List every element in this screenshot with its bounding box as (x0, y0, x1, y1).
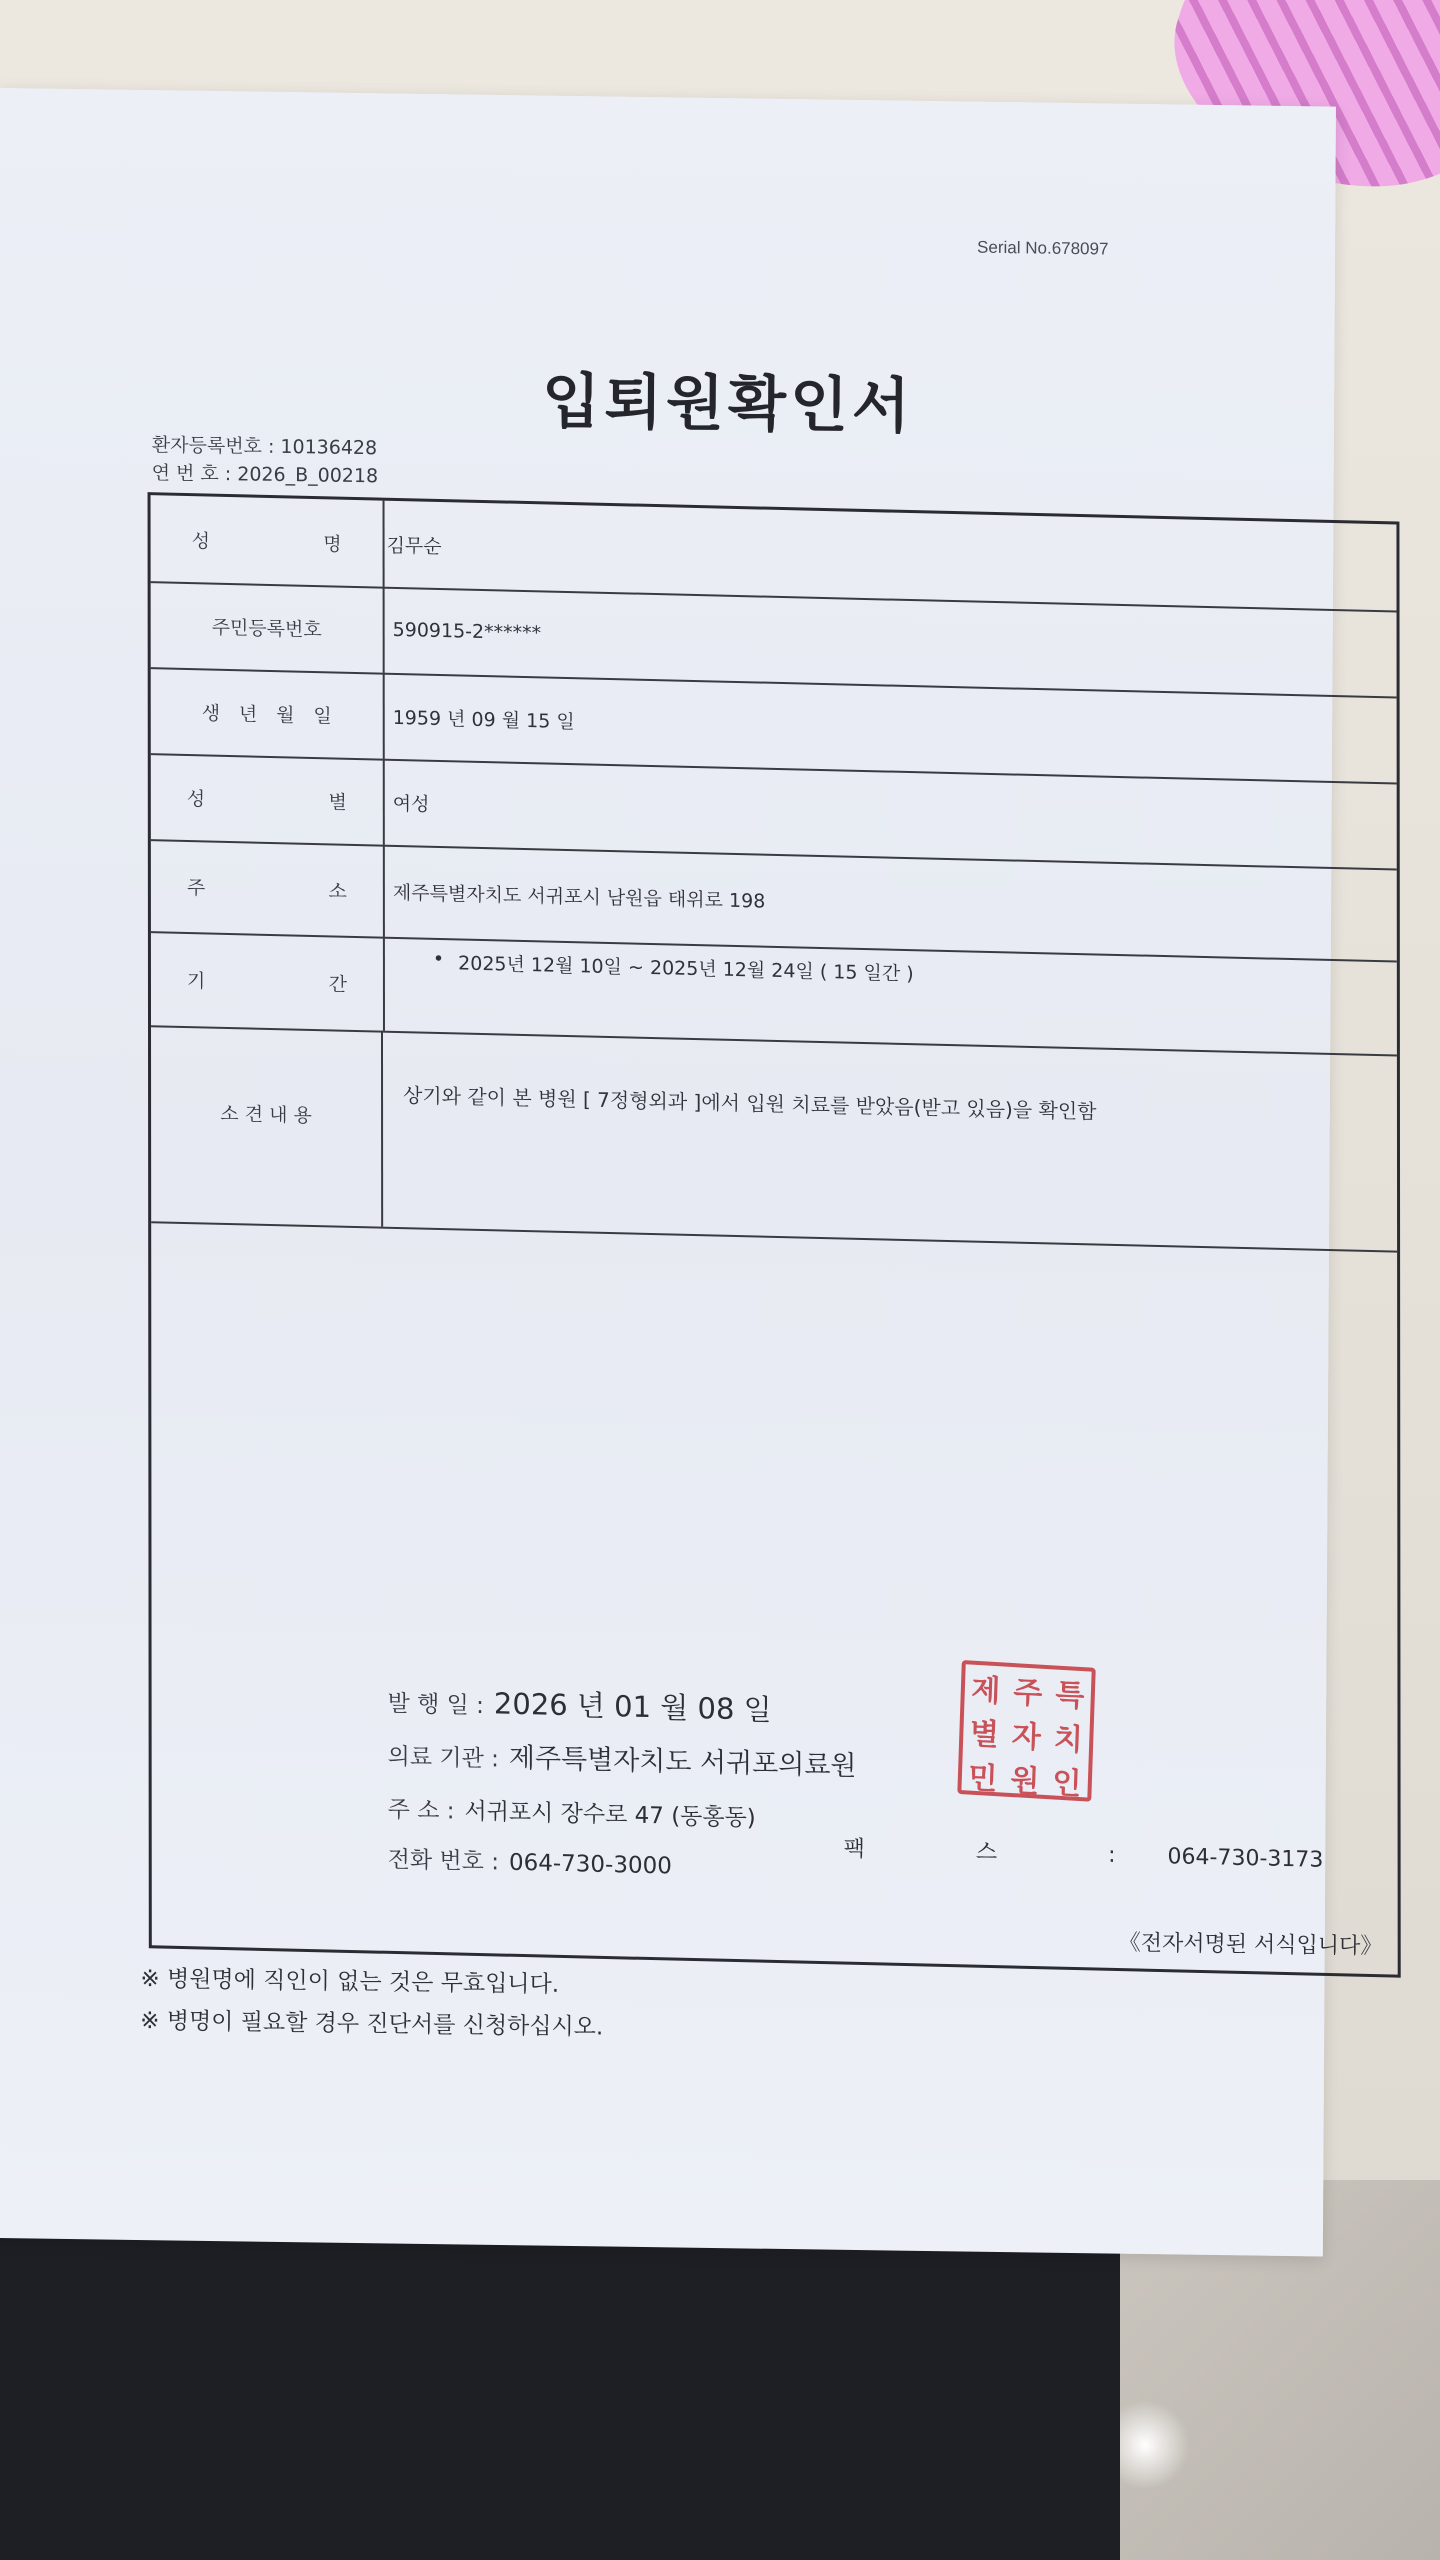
electronic-signature-note: 《전자서명된 서식입니다》 (1118, 1930, 1383, 1960)
document-serial-number: 연 번 호 : 2026_B_00218 (151, 462, 379, 488)
institution-phone: 전화 번호 : 064-730-3000 (387, 1846, 672, 1880)
row-label: 주민등록번호 (151, 581, 385, 673)
issue-date: 발 행 일 : 2026 년 01 월 08 일 (387, 1686, 772, 1727)
row-label: 소 견 내 용 (151, 1025, 383, 1226)
row-label: 성 별 (151, 753, 385, 845)
certificate-paper (0, 88, 1383, 2257)
institution-address: 주 소 : 서귀포시 장수로 47 (동홍동) (387, 1796, 756, 1832)
patient-name: 김무순 (386, 534, 442, 558)
medical-institution: 의료 기관 : 제주특별자치도 서귀포의료원 (387, 1742, 857, 1782)
admission-period (393, 937, 914, 1043)
resident-number: 590915-2****** (392, 618, 542, 645)
validity-note: ※ 병원명에 직인이 없는 것은 무효입니다. (140, 1965, 560, 1998)
sex: 여성 (392, 792, 430, 816)
address: 제주특별자치도 서귀포시 남원읍 태위로 198 (392, 881, 766, 913)
serial-number: Serial No.678097 (977, 237, 1109, 259)
document-title: 입퇴원확인서 (541, 366, 915, 442)
patient-registration-number: 환자등록번호 : 10136428 (151, 434, 378, 460)
remarks: 상기와 같이 본 병원 [ 7정형외과 ]에서 입원 치료를 받았음(받고 있음)을 확인함 (403, 1083, 1097, 1124)
row-label: 기 간 (151, 931, 385, 1031)
bullet-icon: • (432, 947, 445, 971)
row-label: 주 소 (151, 839, 385, 937)
period-text: 2025년 12월 10일 ~ 2025년 12월 24일 ( 15 일간 ) (458, 952, 914, 986)
diagnosis-note: ※ 병명이 필요할 경우 진단서를 신청하십시오. (140, 2007, 604, 2041)
institution-fax: 팩 스 :064-730-3173 (843, 1836, 1324, 1873)
row-label: 생 년 월 일 (151, 667, 385, 759)
official-seal: 제 주 특 별 자 치 민 원 인 (957, 1660, 1095, 1802)
certificate-table (148, 492, 1401, 1978)
table-row (151, 1025, 1397, 1252)
birth-date: 1959 년 09 월 15 일 (392, 706, 575, 733)
row-label: 성 명 (151, 495, 385, 587)
